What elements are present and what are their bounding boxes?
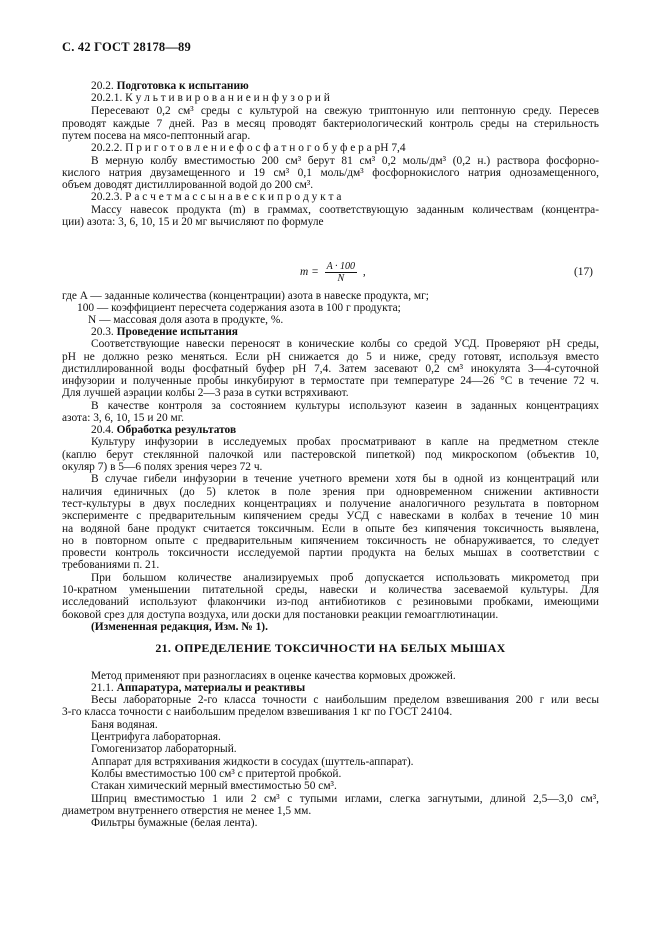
equation-number: (17): [574, 266, 593, 278]
amendment-note: (Измененная редакция, Изм. № 1).: [91, 621, 268, 633]
subsection-heading-20-2: 20.2. Подготовка к испытанию: [91, 80, 249, 92]
paragraph-line: Шприц вместимостью 1 или 2 см³ с тупыми иглами, слегка загнутыми, длиной 2,5—3,0 см³,: [91, 793, 599, 805]
paragraph-line: азота: 3, 6, 10, 15 и 20 мг.: [62, 412, 184, 424]
subsection-title: Обработка результатов: [116, 424, 237, 436]
paragraph-line: Фильтры бумажные (белая лента).: [91, 817, 258, 829]
paragraph-line: 20.2.3. Р а с ч е т м а с с ы н а в е с к и п р о д у к т а: [91, 191, 342, 203]
subsection-title: Подготовка к испытанию: [116, 80, 249, 92]
paragraph-line: требованиями п. 21.: [62, 559, 160, 571]
paragraph-line: Центрифуга лабораторная.: [91, 731, 221, 743]
formula-denominator: N: [337, 273, 345, 284]
page-header: С. 42 ГОСТ 28178—89: [62, 40, 191, 54]
paragraph-line: наличия единичных (до 5) клеток в поле зрения при одновременном снижении активности: [62, 486, 599, 498]
paragraph-line: 20.2.2. П р и г о т о в л е н и е ф о с ф а т н о г о б у ф е р а рН 7,4: [91, 142, 406, 154]
subsection-heading-21-1: 21.1. Аппаратура, материалы и реактивы: [91, 682, 306, 694]
formula-fraction: [325, 261, 357, 284]
formula-numerator: A · 100: [326, 261, 356, 272]
section-title: 21. ОПРЕДЕЛЕНИЕ ТОКСИЧНОСТИ НА БЕЛЫХ МЫШАХ: [155, 641, 506, 655]
paragraph-line: В мерную колбу вместимостью 200 см³ берут 81 см³ 0,2 моль/дм³ (0,2 н.) раствора фосфорно-: [91, 155, 599, 167]
subsection-title: Проведение испытания: [116, 326, 238, 338]
paragraph-line: эксперименте с предварительным кипячением среды УСД с навесками в колбах в течение 10 мин: [62, 510, 599, 522]
paragraph-line: Аппарат для встряхивания жидкости в сосудах (шуттель-аппарат).: [91, 756, 414, 768]
legend-line: где A — заданные количества (концентрации) азота в навеске продукта, мг;: [62, 290, 429, 302]
paragraph-line: тест-культуры в двух последних концентрациях и получение аналогичного результата в повторном: [62, 498, 599, 510]
subsection-title: Аппаратура, материалы и реактивы: [116, 682, 306, 694]
paragraph-line: на водяной бане продукт считается токсичным. Если в опыте без кипячения токсичность выявлена,: [62, 523, 599, 535]
paragraph-line: Массу навесок продукта (m) в граммах, соответствующую заданным количествам (концентра-: [91, 204, 599, 216]
paragraph-line: но в повторном опыте с предварительным кипячением токсичность не обнаруживается, то следует: [62, 535, 599, 547]
paragraph-line: Колбы вместимостью 100 см³ с притертой пробкой.: [91, 768, 342, 780]
paragraph-line: исследований используют флакончики из-под антибиотиков с резиновыми пробками, имеющими: [62, 596, 599, 608]
paragraph-line: Баня водяная.: [91, 719, 158, 731]
paragraph-line: дистиллированной воды фосфатный буфер рН 7,4. Затем засевают 0,2 см³ инокулята 3—4-суточной: [62, 363, 599, 375]
paragraph-line: В качестве контроля за состоянием культуры используют казеин в заданных концентрациях: [91, 400, 599, 412]
paragraph-line: 3-го класса точности с наибольшим пределом взвешивания 1 кг по ГОСТ 24104.: [62, 706, 453, 718]
subsection-heading-20-3: 20.3. Проведение испытания: [91, 326, 238, 338]
paragraph-line: Гомогенизатор лабораторный.: [91, 743, 237, 755]
paragraph-line: ции) азота: 3, 6, 10, 15 и 20 мг вычисляют по формуле: [62, 216, 324, 228]
paragraph-line: Пересевают 0,2 см³ среды с культурой на свежую триптонную или пептонную среду. Пересев: [91, 105, 599, 117]
paragraph-line: Соответствующие навески переносят в конические колбы со средой УСД. Проверяют рН среды,: [91, 338, 599, 350]
paragraph-line: инфузории и полученные пробы инкубируют в термостате при температуре 24—26 °С в течение 72 ч.: [62, 375, 599, 387]
formula-trail: ,: [362, 266, 366, 279]
legend-line: N — массовая доля азота в продукте, %.: [88, 314, 284, 326]
paragraph-line: 20.2.1. К у л ь т и в и р о в а н и е и н ф у з о р и й: [91, 92, 330, 104]
paragraph-line: кислого натрия двузамещенного и 19 см³ 0,1 моль/дм³ фосфорнокислого натрия однозамещенного,: [62, 167, 599, 179]
subsection-heading-20-4: 20.4. Обработка результатов: [91, 424, 237, 436]
paragraph-line: диаметром внутреннего отверстия не менее 1,5 мм.: [62, 805, 312, 817]
legend-line: 100 — коэффициент пересчета содержания азота в 100 г продукта;: [77, 302, 401, 314]
paragraph-line: окуляр 7) в 5—6 полях зрения через 72 ч.: [62, 461, 263, 473]
paragraph-line: рН не должно резко меняться. Если рН снижается до 5 и ниже, среду готовят, используя вместо: [62, 351, 599, 363]
paragraph-line: объем доводят дистиллированной водой до 200 см³.: [62, 179, 314, 191]
paragraph-line: Для лучшей аэрации колбы 2—3 раза в сутки встряхивают.: [62, 387, 349, 399]
paragraph-line: провести контроль токсичности исследуемой партии продукта на белых мышах в соответствии с: [62, 547, 599, 559]
paragraph-line: Весы лабораторные 2-го класса точности с наибольшим пределом взвешивания 200 г или весы: [91, 694, 599, 706]
paragraph-line: путем посева на мясо-пептонный агар.: [62, 130, 251, 142]
paragraph-line: проводят каждые 7 дней. Раз в месяц проводят бактериологический контроль среды на стерильность: [62, 118, 599, 130]
paragraph-line: (каплю берут стеклянной палочкой или пастеровской пипеткой) под микроскопом (объектив 10,: [62, 449, 599, 461]
formula: [300, 261, 366, 284]
formula-lhs: m =: [300, 266, 319, 279]
paragraph-line: Стакан химический мерный вместимостью 50 см³.: [91, 780, 337, 792]
paragraph-line: При большом количестве анализируемых проб допускается использовать микрометод при: [91, 572, 599, 584]
paragraph-line: В случае гибели инфузории в течение учетного времени хотя бы в одной из концентраций или: [91, 473, 599, 485]
paragraph-line: 10-кратном уменьшении питательной среды, навески и количества засеваемой культуры. Для: [62, 584, 599, 596]
paragraph-line: Метод применяют при разногласиях в оценке качества кормовых дрожжей.: [91, 670, 456, 682]
paragraph-line: Культуру инфузории в исследуемых пробах просматривают в капле на предметном стекле: [91, 436, 599, 448]
paragraph-line: боковой срез для доступа воздуха, или доски для постановки реакции гемоагглютинации.: [62, 609, 499, 621]
